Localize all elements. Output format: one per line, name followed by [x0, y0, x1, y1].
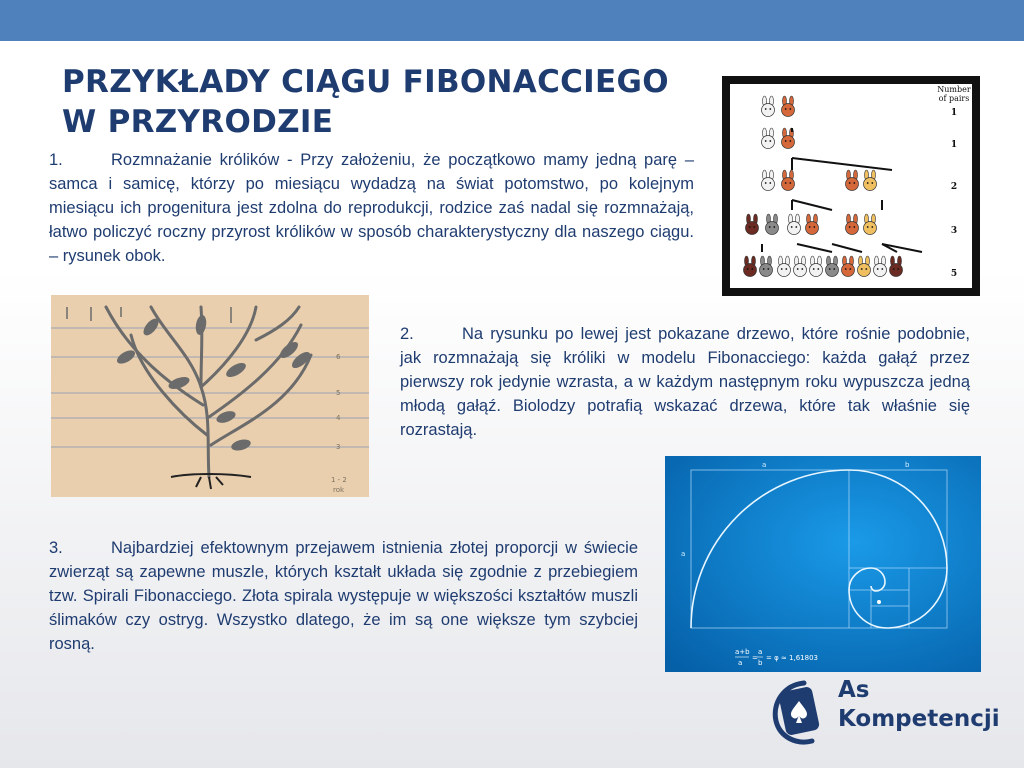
paragraph-tree: [400, 322, 970, 442]
tree-level-4: 4: [336, 414, 341, 422]
formula-numerator-1: a+b: [735, 648, 750, 656]
rabbits-count-4: 3: [950, 226, 958, 236]
tree-level-6: 6: [336, 353, 341, 361]
logo-line-2: Kompetencji: [838, 706, 1000, 732]
spiral-label-b-top: b: [905, 461, 910, 469]
formula-denominator-1: a: [738, 659, 743, 667]
rabbits-count-3: 2: [950, 182, 958, 192]
spiral-label-a-side: a: [681, 550, 686, 558]
rabbits-header-line-1: Number: [937, 85, 971, 94]
tree-footer-line-1: 1 - 2: [331, 476, 347, 484]
logo-text: [838, 676, 1000, 734]
tree-level-5: 5: [336, 389, 341, 397]
paragraph-number: 2.: [400, 325, 414, 343]
rabbits-header-line-2: of pairs: [938, 94, 970, 103]
paragraph-rabbits: [49, 148, 694, 268]
top-bar: [0, 0, 1024, 41]
tree-level-3: 3: [336, 443, 341, 451]
paragraph-text: Na rysunku po lewej jest pokazane drzewo, które rośnie podobnie, jak rozmnażają się króliki w modelu Fibonacciego: każda gałąź przez pierwszy rok jedynie wzrasta, a w każdym następnym roku wypuszcza jedną młodą gałąź. Biolodzy potrafią wskazać drzewa, które tak właśnie się rozrastają.: [400, 325, 970, 439]
paragraph-shells: [49, 536, 638, 656]
slide-title: [62, 62, 702, 142]
svg-text:=: =: [752, 654, 758, 662]
branching-tree-figure: [51, 295, 369, 497]
golden-spiral-figure: [665, 456, 981, 672]
paragraph-number: 1.: [49, 151, 63, 169]
rabbits-count-5: 5: [950, 269, 958, 279]
formula-result: = φ ≈ 1,61803: [766, 654, 818, 662]
spiral-label-a-top: a: [762, 461, 767, 469]
rabbits-count-1: 1: [950, 108, 958, 118]
paragraph-text: Rozmnażanie królików - Przy założeniu, że początkowo mamy jedną parę – samca i samicę, którzy po miesiącu wydadzą na świat potomstwo, po kolejnym miesiącu ich progenitura jest zdolna do reprodukcji, rodzice zaś nadal się rozmnażają, łatwo policzyć roczny przyrost królików w sposób charakterystyczny dla naszego ciągu. – rysunek obok.: [49, 151, 694, 265]
slide-title-line-2: W PRZYRODZIE: [62, 104, 334, 140]
paragraph-number: 3.: [49, 539, 63, 557]
rabbit-pairs-figure: [722, 76, 980, 296]
paragraph-text: Najbardziej efektownym przejawem istnienia złotej proporcji w świecie zwierząt są zapewne muszle, których kształt układa się zgodnie z przebiegiem tzw. Spirali Fibonacciego. Złota spirala występuje w większości kształtów muszli ślimaków czy ostryg. Wszystko dlatego, że im są one większe tym szybciej rosną.: [49, 539, 638, 653]
formula-denominator-2: b: [758, 659, 763, 667]
rabbits-count-2: 1: [950, 140, 958, 150]
slide-title-line-1: PRZYKŁADY CIĄGU FIBONACCIEGO: [62, 64, 669, 100]
logo-line-1: As: [838, 677, 870, 703]
tree-footer-line-2: rok: [333, 486, 345, 494]
formula-numerator-2: a: [758, 648, 763, 656]
